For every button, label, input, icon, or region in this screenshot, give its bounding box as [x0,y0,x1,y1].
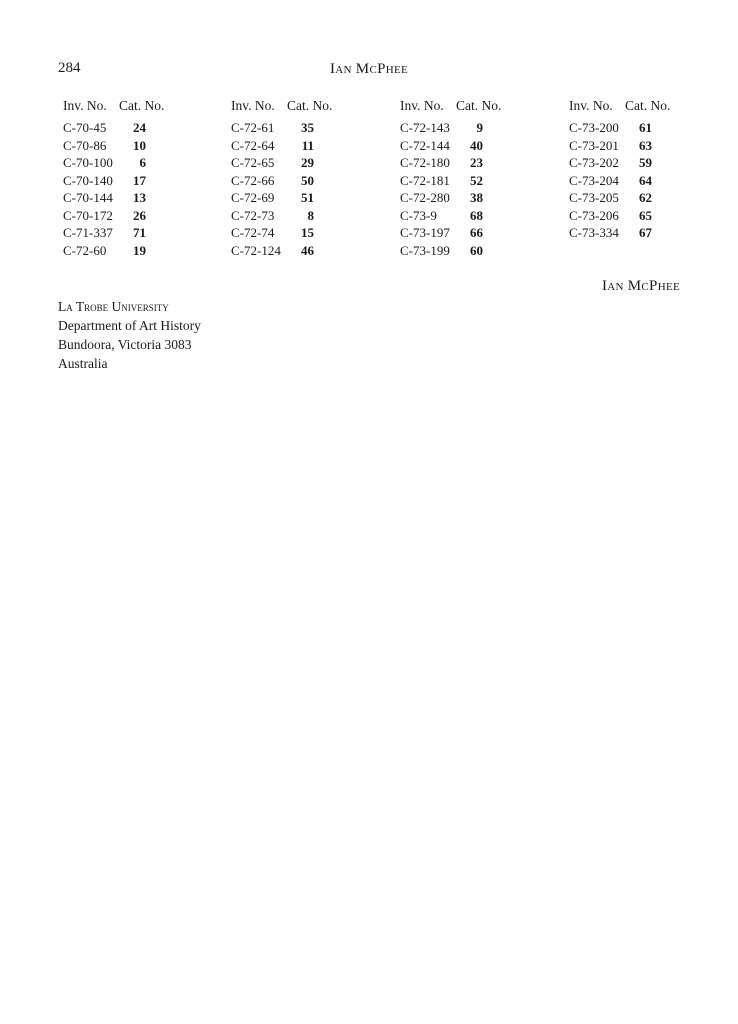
table-row [569,172,709,190]
table-row [569,154,709,172]
concordance-column-1 [63,97,203,259]
inventory-number: C-73-200 [569,120,619,135]
table-row [231,207,371,225]
inventory-number: C-72-280 [400,190,450,205]
column-header [231,97,371,119]
inventory-number: C-72-65 [231,155,275,170]
inventory-number: C-72-74 [231,225,275,240]
inv-no-header: Inv. No. [400,98,444,113]
catalogue-number: 40 [470,137,483,153]
inv-no-header: Inv. No. [231,98,275,113]
table-row [569,189,709,207]
table-row [400,207,540,225]
inventory-number: C-72-69 [231,190,275,205]
inventory-number: C-70-100 [63,155,113,170]
inventory-number: C-70-86 [63,137,107,153]
table-row [400,119,540,137]
inv-no-header: Inv. No. [569,98,613,113]
table-row [231,154,371,172]
catalogue-number: 59 [639,155,652,170]
table-row [569,137,709,155]
author-signature-text: Ian McPhee [601,278,680,294]
table-row [63,242,203,260]
catalogue-number: 71 [133,225,146,240]
catalogue-number: 6 [139,155,146,170]
inventory-number: C-73-201 [569,137,619,153]
catalogue-number: 61 [639,120,652,135]
column-header [400,97,540,119]
concordance-column-3 [400,97,540,259]
catalogue-number: 63 [639,137,652,153]
column-header [569,97,709,119]
inventory-number: C-70-172 [63,207,113,223]
concordance-column-2 [231,97,371,259]
catalogue-number: 10 [133,137,146,153]
catalogue-number: 64 [639,172,652,188]
inventory-number: C-72-180 [400,155,450,170]
table-row [569,119,709,137]
catalogue-number: 66 [470,225,483,240]
running-head [0,61,738,78]
catalogue-number: 35 [301,120,314,135]
inventory-number: C-72-73 [231,207,275,223]
table-row [400,224,540,242]
table-row [231,224,371,242]
affiliation-institution-text: La Trobe University [58,299,169,314]
inventory-number: C-72-124 [231,242,281,258]
inventory-number: C-73-334 [569,225,619,240]
catalogue-number: 15 [301,225,314,240]
cat-no-header: Cat. No. [625,98,671,113]
catalogue-number: 9 [476,120,483,135]
table-row [63,137,203,155]
affiliation-country: Australia [58,356,108,371]
catalogue-number: 17 [133,172,146,188]
table-row [231,172,371,190]
catalogue-number: 67 [639,225,652,240]
column-header [63,97,203,119]
catalogue-number: 50 [301,172,314,188]
inventory-number: C-72-143 [400,120,450,135]
catalogue-number: 60 [470,242,483,258]
catalogue-number: 38 [470,190,483,205]
catalogue-number: 19 [133,242,146,258]
inventory-number: C-73-205 [569,190,619,205]
catalogue-number: 46 [301,242,314,258]
table-row [569,207,709,225]
inventory-number: C-72-66 [231,172,275,188]
inventory-number: C-73-206 [569,207,619,223]
catalogue-number: 51 [301,190,314,205]
inventory-number: C-70-140 [63,172,113,188]
inv-no-header: Inv. No. [63,98,107,113]
table-row [400,137,540,155]
table-row [400,172,540,190]
cat-no-header: Cat. No. [119,98,165,113]
table-row [231,137,371,155]
inventory-number: C-73-202 [569,155,619,170]
author-affiliation [58,297,201,373]
inventory-number: C-73-199 [400,242,450,258]
inventory-number: C-72-61 [231,120,275,135]
cat-no-header: Cat. No. [456,98,502,113]
catalogue-number: 52 [470,172,483,188]
table-row [63,154,203,172]
inventory-number: C-71-337 [63,225,113,240]
inventory-number: C-73-197 [400,225,450,240]
inventory-number: C-72-144 [400,137,450,153]
table-row [63,119,203,137]
affiliation-city: Bundoora, Victoria 3083 [58,337,192,352]
catalogue-number: 24 [133,120,146,135]
catalogue-number: 65 [639,207,652,223]
affiliation-institution [58,297,201,316]
catalogue-number: 29 [301,155,314,170]
inventory-number: C-70-144 [63,190,113,205]
table-row [569,224,709,242]
table-row [231,189,371,207]
inventory-number: C-70-45 [63,120,107,135]
catalogue-number: 8 [307,207,314,223]
inventory-number: C-72-181 [400,172,450,188]
catalogue-number: 68 [470,207,483,223]
inventory-number: C-72-64 [231,137,275,153]
inventory-number: C-72-60 [63,242,107,258]
page-number: 284 [58,60,81,76]
running-head-text: Ian McPhee [329,61,409,77]
affiliation-department: Department of Art History [58,318,201,333]
cat-no-header: Cat. No. [287,98,333,113]
author-signature [602,278,680,295]
catalogue-number: 26 [133,207,146,223]
table-row [63,189,203,207]
table-row [231,242,371,260]
catalogue-number: 11 [301,137,314,153]
table-row [400,189,540,207]
table-row [63,207,203,225]
inventory-number: C-73-9 [400,207,437,223]
table-row [400,242,540,260]
inventory-number: C-73-204 [569,172,619,188]
table-row [63,224,203,242]
catalogue-number: 13 [133,190,146,205]
catalogue-number: 23 [470,155,483,170]
table-row [63,172,203,190]
concordance-column-4 [569,97,709,242]
table-row [231,119,371,137]
concordance-table [0,97,738,267]
catalogue-number: 62 [639,190,652,205]
table-row [400,154,540,172]
